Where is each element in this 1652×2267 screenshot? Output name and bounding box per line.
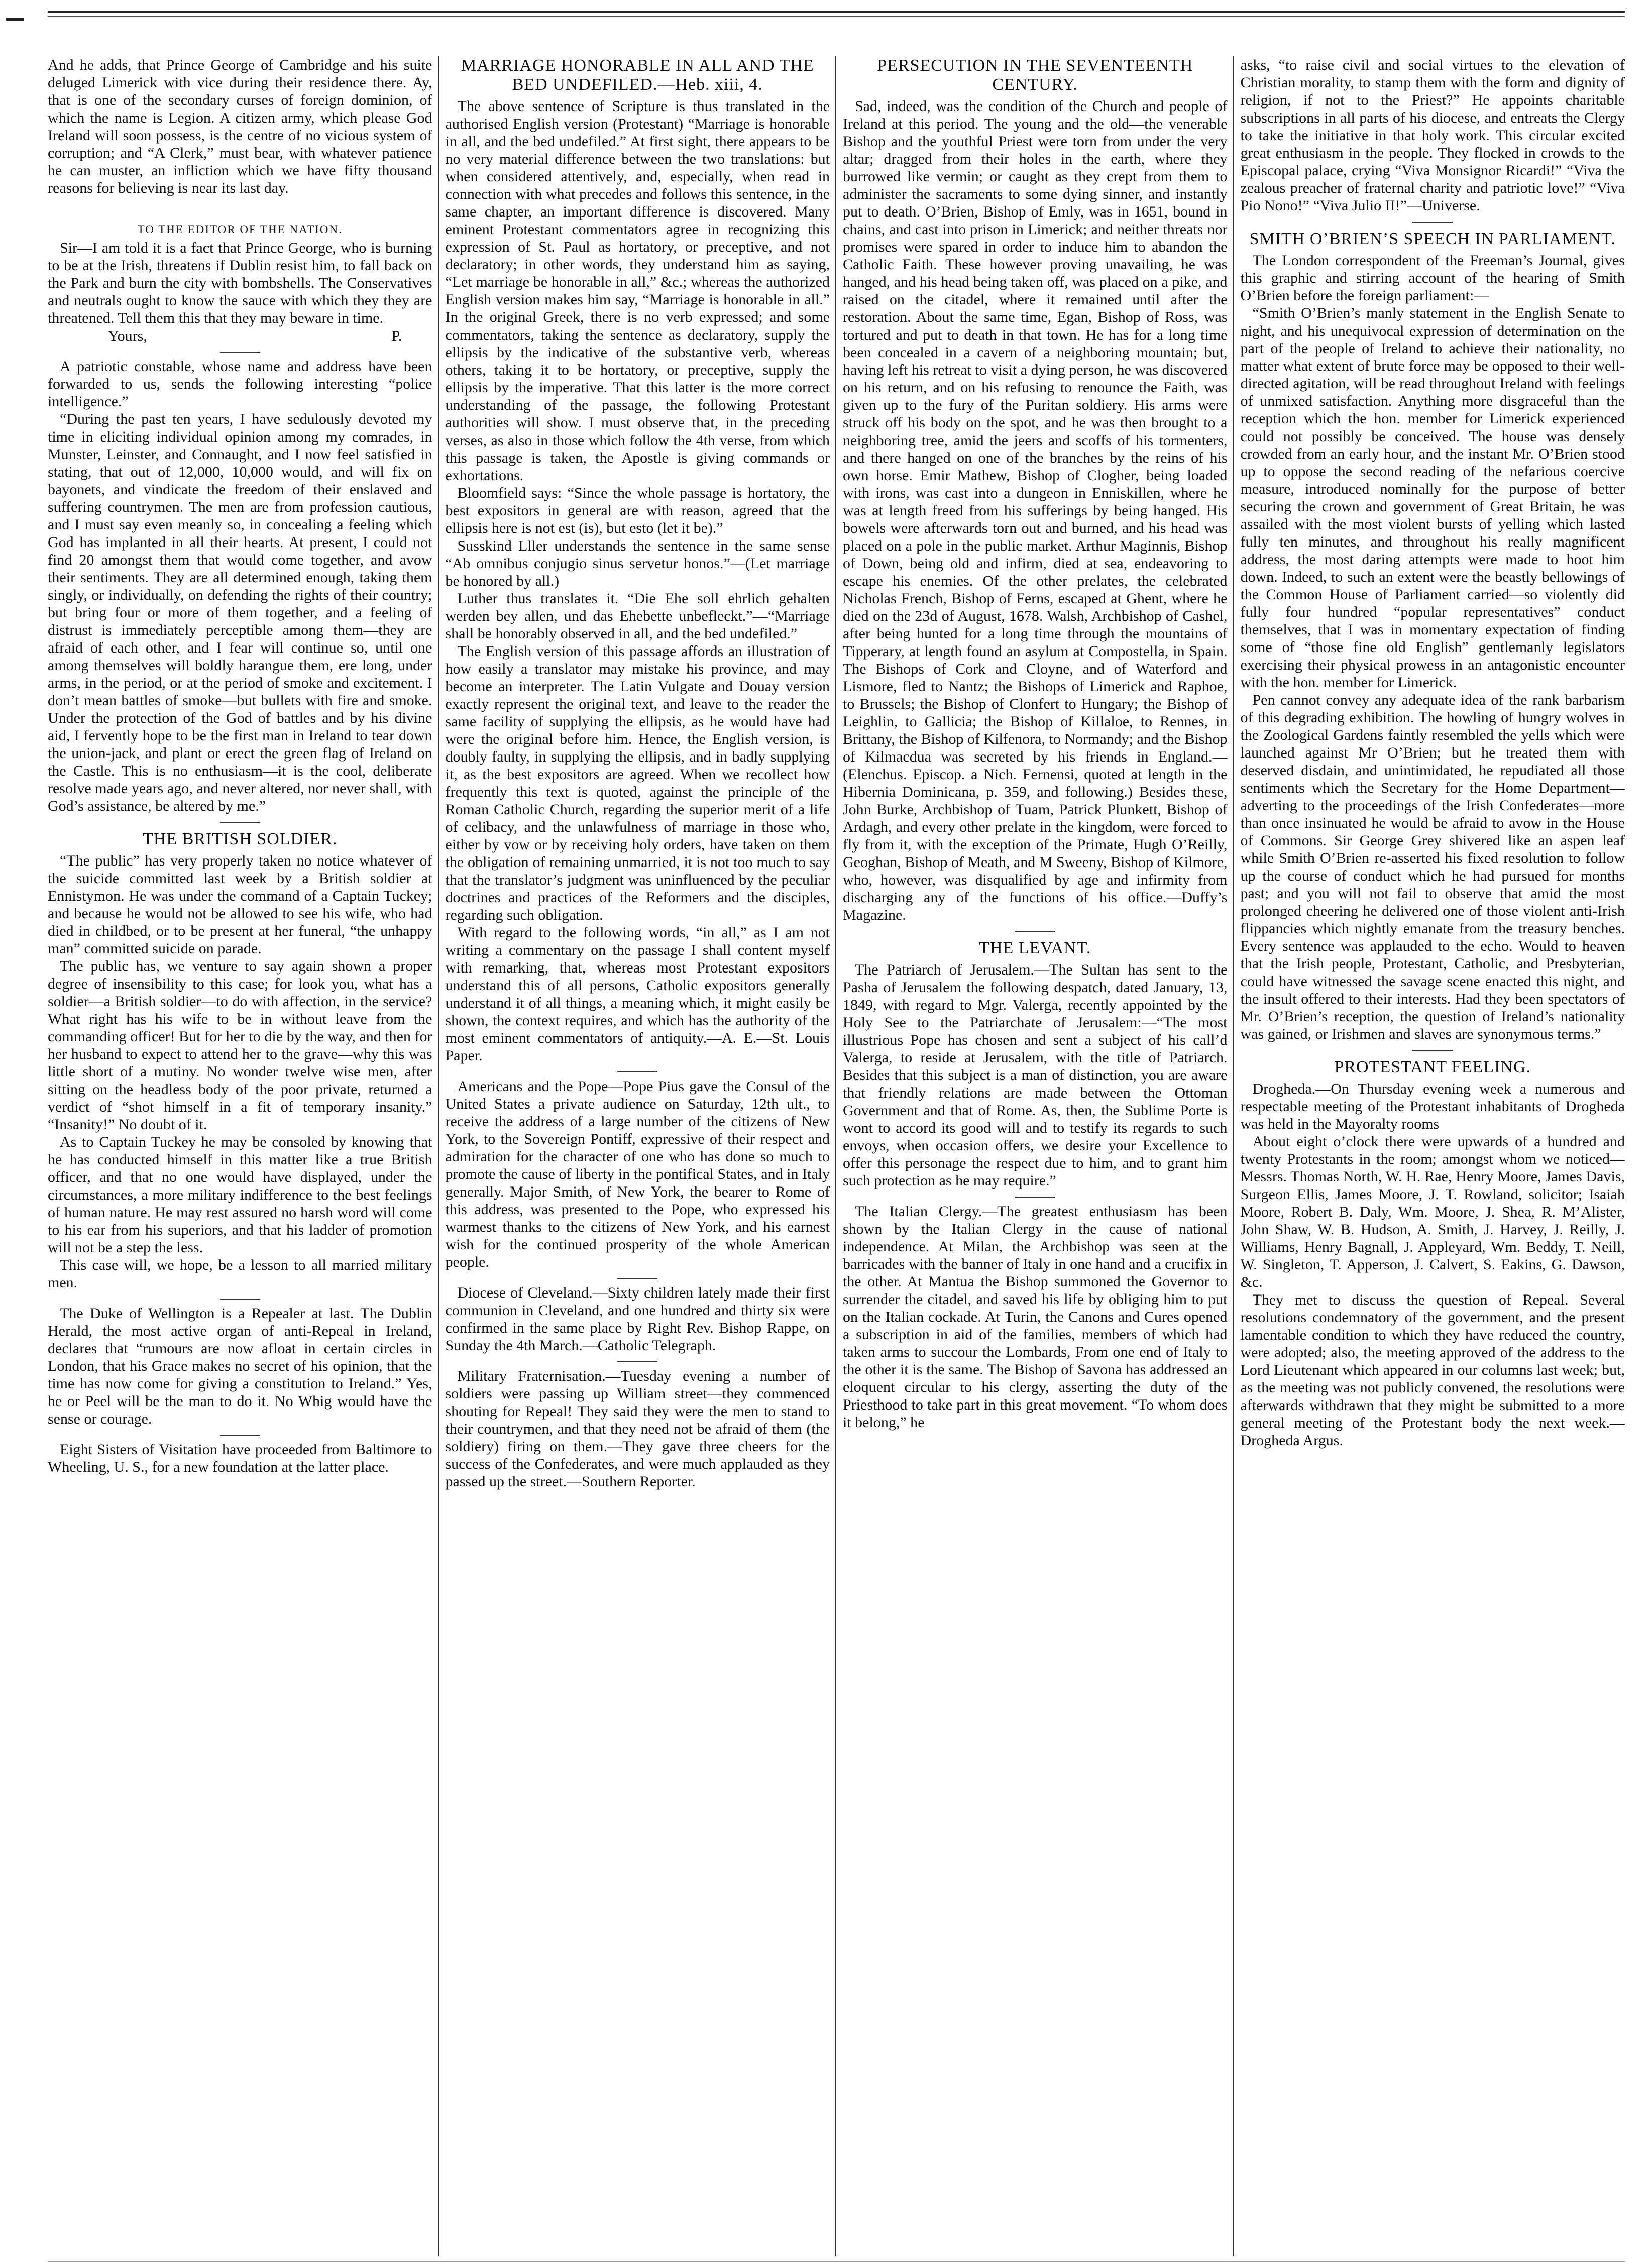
paragraph: asks, “to raise civil and social virtues to the elevation of Christian morality, to stamp them with the form and dignity of religion, if not to the Priest?” He appoints charitable subscriptions in all parts of his diocese, and entreats the Clergy to take the initiative in that holy work. This circular excited great enthusiasm in the people. They flocked in crowds to the Episcopal palace, crying “Viva Monsignor Ricardi!” “Viva the zealous preacher of fraternal charity and patriotic love!” “Viva Pio Nono!” “Viva Julio II!”—Universe. bbox=[1240, 57, 1625, 214]
paragraph: With regard to the following words, “in all,” as I am not writing a commentary on the passage I shall content myself with remarking, that, whereas most Protestant expositors understand this of all persons, Catholic expositors generally understand it of all things, a meaning which, it might easily be shown, the context requires, and which has the authority of the most eminent commentators of antiquity.—A. E.—St. Louis Paper. bbox=[445, 924, 830, 1064]
signature-yours: Yours, bbox=[108, 328, 147, 344]
paragraph: Diocese of Cleveland.—Sixty children lately made their first communion in Cleveland, and one hundred and thirty six were confirmed in the same place by Right Rev. Bishop Rappe, on Sunday the 4th March.—Catholic Telegraph. bbox=[445, 1284, 830, 1354]
paragraph: A patriotic constable, whose name and address have been forwarded to us, sends the following interesting “police intelligence.” bbox=[48, 358, 432, 410]
separator bbox=[220, 822, 260, 823]
separator bbox=[1015, 931, 1055, 932]
section-heading-british-soldier: THE BRITISH SOLDIER. bbox=[143, 830, 338, 848]
newspaper-columns bbox=[48, 56, 1625, 2256]
top-rule bbox=[48, 11, 1625, 17]
paragraph: Drogheda.—On Thursday evening week a numerous and respectable meeting of the Protestant inhabitants of Drogheda was held in the Mayoralty rooms bbox=[1240, 1081, 1625, 1132]
paragraph: Pen cannot convey any adequate idea of the rank barbarism of this degrading exhibition. The howling of hungry wolves in the Zoological Gardens faintly resembled the yells which were launched against Mr O’Brien; but he treated them with deserved disdain, and unintimidated, he repudiated all those sentiments which the Secretary for the Home Department—adverting to the proceedings of the Irish Confederates—more than once insinuated he would be afraid to avow in the House of Commons. Sir George Grey shivered like an aspen leaf while Smith O’Brien re-asserted his fixed resolution to follow up the course of conduct which he had pursued for months past; and you will not fail to observe that amid the most prolonged cheering he delivered one of those violent anti-Irish flippancies which nightly emanate from the treasury benches. Every sentence was applauded to the echo. Would to heaven that the Irish people, Protestant, Catholic, and Presbyterian, could have witnessed the savage scene enacted this night, and the insult offered to their interests. Had they been spectators of Mr. O’Brien’s reception, the question of Ireland’s nationality was gained, or Irishmen and slaves are synonymous terms.” bbox=[1240, 692, 1625, 1042]
separator bbox=[1412, 1050, 1453, 1051]
paragraph: “During the past ten years, I have sedulously devoted my time in eliciting individual opinion among my comrades, in Munster, Leinster, and Connaught, and I now feel satisfied in stating, that out of 12,000, 10,000 would, and will fix on bayonets, and vindicate the freedom of their enslaved and suffering countrymen. The men are from profession cautious, and I must say even meanly so, in concealing a feeling which God has implanted in all their hearts. At present, I could not find 20 amongst them that would come together, and avow their sentiments. They are all determined enough, taking them singly, or individually, on defending the rights of their country; but bring four or more of them together, and a feeling of distrust is immediately perceptible among them—they are afraid of each other, and I fear will continue so, until one among themselves will boldly harangue them, ere long, under arms, in the period, or at the period of smoke and excitement. I don’t mean battles of smoke—but bullets with fire and smoke. Under the protection of the God of battles and by his divine aid, I fervently hope to be the first man in Ireland to tear down the union-jack, and plant or erect the green flag of Ireland on the Castle. This is no enthusiasm—it is the cool, deliberate resolve made years ago, and never altered, nor never shall, with God’s assistance, be altered by me.” bbox=[48, 411, 432, 814]
section-heading-marriage: MARRIAGE HONORABLE IN ALL AND THE BED UNDEFILED.—Heb. xiii, 4. bbox=[461, 56, 814, 94]
bottom-rule bbox=[48, 2261, 1625, 2262]
paragraph: Americans and the Pope—Pope Pius gave the Consul of the United States a private audience on Saturday, 12th ult., to receive the address of a large number of the citizens of New York, to the Sovereign Pontiff, expressive of their respect and admiration for the character of one who has done so much to promote the cause of liberty in the pontifical States, and in Italy generally. Major Smith, of New York, the bearer to Rome of this address, was presented to the Pope, who expressed his warmest thanks to the citizens of New York, and his earnest wish for the continued prosperity of the whole American people. bbox=[445, 1078, 830, 1270]
separator bbox=[617, 1278, 657, 1279]
section-heading-smith-obrien: SMITH O’BRIEN’S SPEECH IN PARLIAMENT. bbox=[1249, 230, 1616, 248]
paragraph: About eight o’clock there were upwards of a hundred and twenty Protestants in the room; amongst whom we noticed—Messrs. Thomas North, W. H. Rae, Henry Moore, James Davis, Surgeon Ellis, James Moore, J. T. Rowland, solicitor; Isaiah Moore, Robert B. Daly, Wm. Moore, J. Shea, R. M’Alister, John Shaw, W. B. Hudson, A. Smith, J. Harvey, J. Reilly, J. Williams, Henry Bagnall, J. Appleyard, Wm. Beddy, T. Neill, W. Singleton, T. Apperson, J. Calvert, S. Eakins, G. Dawson, &c. bbox=[1240, 1133, 1625, 1290]
paragraph: The above sentence of Scripture is thus translated in the authorised English version (Protestant) “Marriage is honorable in all, and the bed undefiled.” At first sight, there appears to be no very material difference between the two translations: but when considered attentively, and, especially, when read in connection with what precedes and follows this sentence, in the same chapter, an important difference is discovered. Many eminent Protestant commentators agree in recognizing this expression of St. Paul as hortatory, or preceptive, and not declaratory; in other words, they understand him as saying, “Let marriage be honorable in all,” &c.; whereas the authorized English version makes him say, “Marriage is honorable in all.” In the original Greek, there is no verb expressed; and some commentators, taking the sentence as declaratory, supply the ellipsis by the indicative of the substantive verb, whereas others, taking it to be hortatory, or preceptive, supply the ellipsis by the imperative. That this latter is the more correct understanding of the passage, the following Protestant authorities will show. I must observe that, in the preceding verses, as also in those which follow the 4th verse, from which this passage is taken, the Apostle is giving commands or exhortations. bbox=[445, 98, 830, 484]
separator bbox=[220, 352, 260, 353]
letter-heading: TO THE EDITOR OF THE NATION. bbox=[137, 223, 343, 236]
column-4 bbox=[1241, 56, 1625, 2256]
paragraph: The English version of this passage affords an illustration of how easily a translator may mistake his province, and may become an interpreter. The Latin Vulgate and Douay version exactly represent the original text, and leave to the reader the same facility of supplying the ellipsis, as he would have had were the original before him. Hence, the English version, is doubly faulty, in supplying the ellipsis, and in badly supplying it, as the best expositors are agreed. When we recollect how frequently this text is quoted, against the principle of the Roman Catholic Church, regarding the superior merit of a life of celibacy, and the unlawfulness of marriage in those who, either by vow or by receiving holy orders, have taken on them the obligation of remaining unmarried, it is not too much to say that the translator’s judgment was uninfluenced by the peculiar doctrines and practices of the Reformers and the disciples, regarding such obligation. bbox=[445, 643, 830, 923]
separator bbox=[220, 1435, 260, 1436]
separator bbox=[220, 1299, 260, 1300]
paragraph: This case will, we hope, be a lesson to all married military men. bbox=[48, 1257, 432, 1291]
paragraph: Eight Sisters of Visitation have proceeded from Baltimore to Wheeling, U. S., for a new foundation at the latter place. bbox=[48, 1441, 432, 1475]
paragraph: As to Captain Tuckey he may be consoled by knowing that he has conducted himself in this matter like a true British officer, and that no one would have displayed, under the circumstances, a more military indifference to the best feelings of human nature. He may rest assured no harsh word will come to his ear from his superiors, and that his ladder of promotion will not be a step the less. bbox=[48, 1134, 432, 1256]
margin-mark bbox=[6, 18, 24, 21]
paragraph: The London correspondent of the Freeman’s Journal, gives this graphic and stirring account of the hearing of Smith O’Brien before the foreign parliament:— bbox=[1240, 252, 1625, 304]
paragraph: “Smith O’Brien’s manly statement in the English Senate to night, and his unequivocal expression of determination on the part of the people of Ireland to achieve their nationality, no matter what extent of brute force may be opposed to their well-directed agitation, will be read throughout Ireland with feelings of unmixed satisfaction. Anything more disgraceful than the reception which the hon. member for Limerick experienced could not possibly be conceived. The house was densely crowded from an early hour, and the instant Mr. O’Brien stood up to oppose the second reading of the nefarious coercive measure, introduced nominally for the purpose of better securing the crown and government of Great Britain, he was assailed with the most violent bursts of yelling which lasted fully ten minutes, and throughout his really magnificent address, the most daring attempts were made to hoot him down. Indeed, to such an extent were the beastly bellowings of the Common House of Parliament carried—so violently did fully four hundred “popular representatives” conduct themselves, that I was in momentary expectation of finding some of “those fine old English” gentlemanly legislators exercising their physical prowess in an antagonistic encounter with the hon. member for Limerick. bbox=[1240, 305, 1625, 691]
paragraph: Bloomfield says: “Since the whole passage is hortatory, the best expositors in general are with reason, agreed that the ellipsis here is not est (is), but esto (let it be).” bbox=[445, 485, 830, 536]
paragraph: The public has, we venture to say again shown a proper degree of insensibility to this case; for look you, what has a soldier—a British soldier—to do with affection, in the service? What right has his wife to be in without leave from the commanding officer! But for her to die by the way, and then for her husband to expect to attend her to the grave—why this was little short of a mutiny. No wonder twelve wise men, after sitting on the headless body of the poor private, returned a verdict of “shot himself in a fit of temporary insanity.” “Insanity!” No doubt of it. bbox=[48, 958, 432, 1133]
column-2 bbox=[446, 56, 830, 2256]
paragraph: Susskind Lller understands the sentence in the same sense “Ab omnibus conjugio sinus servetur honos.”—(Let marriage be honored by all.) bbox=[445, 537, 830, 589]
paragraph: Sad, indeed, was the condition of the Church and people of Ireland at this period. The young and the old—the venerable Bishop and the youthful Priest were torn from under the very altar; dragged from their holes in the earth, where they burrowed like vermin; or caught as they crept from them to administer the sacraments to some dying sinner, and instantly put to death. O’Brien, Bishop of Emly, was in 1651, bound in chains, and cast into prison in Limerick; and neither threats nor promises were spared in order to induce him to abandon the Catholic Faith. These however proving unavailing, he was hanged, and his head being taken off, was placed on a pike, and raised on the citadel, where it remained until after the restoration. About the same time, Egan, Bishop of Ross, was tortured and put to death in that town. He has for a long time been concealed in a cavern of a neighboring mountain; but, having left his retreat to visit a dying person, he was discovered on his return, and on his refusing to renounce the Faith, was given up to the fury of the Puritan soldiery. His arms were struck off his body on the spot, and he was then brought to a neighboring tree, amid the jeers and scoffs of his tormenters, and there hanged on one of the branches by the reins of his own horse. Emir Mathew, Bishop of Clogher, being loaded with irons, was cast into a dungeon in Enniskillen, where he was at length freed from his sufferings by being hanged. His bowels were afterwards torn out and burned, and his head was placed on a pole in the public market. Arthur Maginnis, Bishop of Down, being old and infirm, died at sea, endeavoring to escape his enemies. Of the other prelates, the celebrated Nicholas French, Bishop of Ferns, escaped at Ghent, where he died on the 23d of August, 1678. Walsh, Archbishop of Cashel, after being hunted for a long time through the mountains of Tipperary, at length found an asylum at Compostella, in Spain. The Bishops of Cork and Cloyne, and of Waterford and Lismore, fled to Nantz; the Bishops of Limerick and Raphoe, to Brussels; the Bishop of Clonfert to Hungary; the Bishop of Leighlin, to Gallicia; the Bishop of Killaloe, to Rennes, in Brittany, the Bishop of Kilfenora, to Normandy; and the Bishop of Kilmacdua was secreted by his friends in England.—(Elenchus. Episcop. a Nich. Fernensi, quoted at length in the Hibernia Dominicana, p. 359, and following.) Besides these, John Burke, Archbishop of Tuam, Patrick Plunkett, Bishop of Ardagh, and every other prelate in the kingdom, were forced to fly from it, with the exception of the Primate, Hugh O’Reilly, Geoghan, Bishop of Meath, and M Sweeny, Bishop of Kilmore, who, however, was disqualified by age and infirmity from discharging any of the functions of his office.—Duffy’s Magazine. bbox=[843, 98, 1228, 923]
paragraph: “The public” has very properly taken no notice whatever of the suicide committed last week by a British soldier at Ennistymon. He was under the command of a Captain Tuckey; and because he would not be allowed to see his wife, who had died in childbed, or to be present at her funeral, “the unhappy man” committed suicide on parade. bbox=[48, 852, 432, 957]
separator bbox=[1015, 1197, 1055, 1198]
column-3 bbox=[843, 56, 1228, 2256]
paragraph: The Patriarch of Jerusalem.—The Sultan has sent to the Pasha of Jerusalem the following despatch, dated January, 13, 1849, with regard to Mgr. Valerga, recently appointed by the Holy See to the Patriarchate of Jerusalem:—“The most illustrious Pope has chosen and sent a subject of his call’d Valerga, to reside at Jerusalem, with the title of Patriarch. Besides that this subject is a man of distinction, you are aware that friendly relations are made between the Ottoman Government and that of Rome. As, then, the Sublime Porte is wont to accord its good will and to testify its regards to such envoys, when occasion offers, we desire your Excellence to offer this personage the respect due to him, and to grant him such protection as he may require.” bbox=[843, 961, 1228, 1189]
paragraph: Military Fraternisation.—Tuesday evening a number of soldiers were passing up William street—they commenced shouting for Repeal! They said they were the men to stand to their countrymen, and that they need not be afraid of them (the soldiery) firing on them.—They gave three cheers for the success of the Confederates, and were much applauded as they passed up the street.—Southern Reporter. bbox=[445, 1368, 830, 1490]
separator bbox=[617, 1361, 657, 1362]
letter-signature bbox=[48, 327, 432, 345]
paragraph: And he adds, that Prince George of Cambridge and his suite deluged Limerick with vice during their residence there. Ay, that is one of the secondary curses of foreign dominion, of which the name is Legion. A citizen army, which please God Ireland will soon possess, is the centre of no vicious system of corruption; and “A Clerk,” must bear, with whatever patience he can muster, an infliction which we have fifty thousand reasons for believing is near its last day. bbox=[48, 57, 432, 196]
paragraph: Sir—I am told it is a fact that Prince George, who is burning to be at the Irish, threatens if Dublin resist him, to fall back on the Park and burn the city with bombshells. The Conservatives and neutrals ought to know the sauce with which they they are threatened. Tell them this that they may beware in time. bbox=[48, 240, 432, 327]
section-heading-levant: THE LEVANT. bbox=[979, 939, 1091, 957]
paragraph: They met to discuss the question of Repeal. Several resolutions condemnatory of the government, and the present lamentable condition to which they have reduced the country, were adopted; also, the meeting approved of the address to the Lord Lieutenant which appeared in our columns last week; but, as the meeting was not publicly convened, the resolutions were afterwards withdrawn that they might be submitted to a more general meeting of the Protestant body the next week.—Drogheda Argus. bbox=[1240, 1291, 1625, 1449]
separator bbox=[1412, 222, 1453, 223]
section-heading-protestant-feeling: PROTESTANT FEELING. bbox=[1334, 1058, 1531, 1076]
paragraph: The Duke of Wellington is a Repealer at last. The Dublin Herald, the most active organ of anti-Repeal in Ireland, declares that “rumours are now afloat in certain circles in London, that his Grace makes no secret of his opinion, that the time has now come for giving a constitution to Ireland.” Yes, he or Peel will be the man to do it. No Whig would have the sense or courage. bbox=[48, 1305, 432, 1427]
column-1 bbox=[48, 56, 432, 2256]
paragraph: The Italian Clergy.—The greatest enthusiasm has been shown by the Italian Clergy in the cause of national independence. At Milan, the Archbishop was seen at the barricades with the banner of Italy in one hand and a crucifix in the other. At Mantua the Bishop summoned the Governor to surrender the citadel, and saved his life by obliging him to put on the Italian cockade. At Turin, the Canons and Cures opened a subscription in aid of the families, members of which had taken arms to succour the Lombards, From one end of Italy to the other it is the same. The Bishop of Savona has addressed an eloquent circular to his clergy, asserting the duty of the Priesthood to take part in this great movement. “To whom does it belong,” he bbox=[843, 1203, 1228, 1431]
separator bbox=[617, 1071, 657, 1072]
signature-initial: P. bbox=[391, 328, 402, 344]
paragraph: Luther thus translates it. “Die Ehe soll ehrlich gehalten werden bey allen, und das Ehebette unbefleckt.”—“Marriage shall be honorably observed in all, and the bed undefiled.” bbox=[445, 590, 830, 642]
section-heading-persecution: PERSECUTION IN THE SEVENTEENTH CENTURY. bbox=[877, 56, 1193, 94]
